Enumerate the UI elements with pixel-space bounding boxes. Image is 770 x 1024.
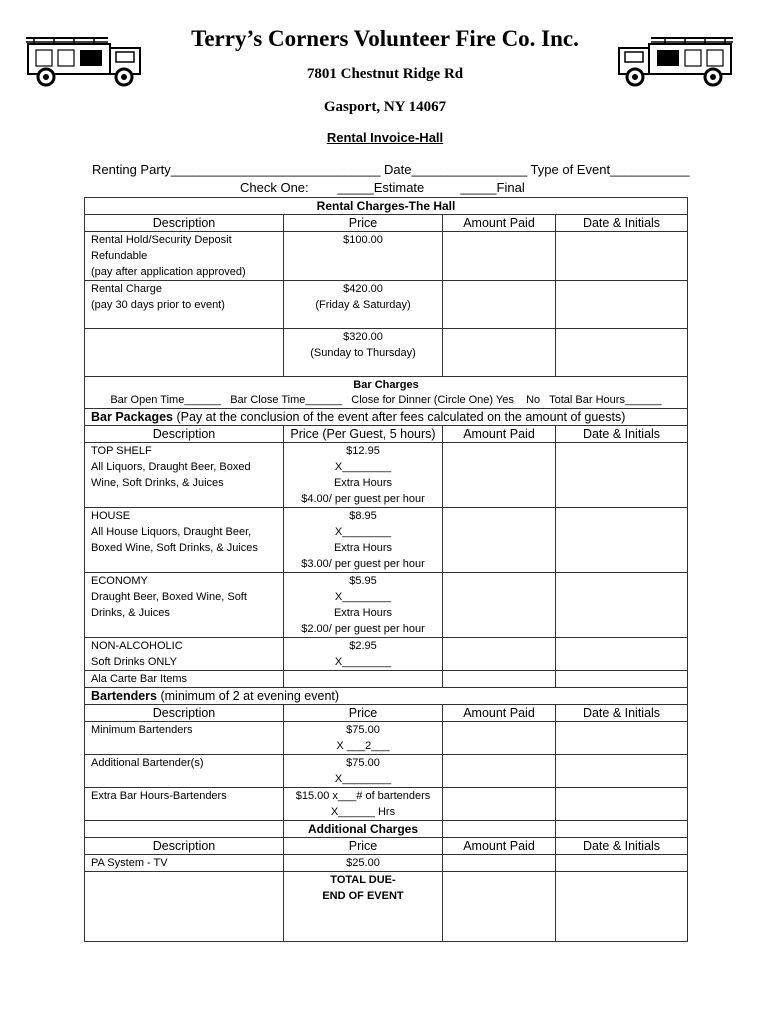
column-header: Price [284, 838, 443, 855]
column-header: Description [85, 426, 284, 443]
table-row [85, 573, 688, 638]
row-price: $8.95 X________ Extra Hours $3.00/ per guest per hour [284, 508, 443, 573]
date-initials-cell[interactable] [556, 638, 688, 671]
amount-paid-cell[interactable] [443, 671, 556, 688]
organization-name: Terry’s Corners Volunteer Fire Co. Inc. [191, 26, 579, 51]
date-initials-cell[interactable] [556, 329, 688, 377]
check-one-line[interactable]: Check One: _____Estimate _____Final [240, 180, 525, 195]
column-header: Price [284, 705, 443, 722]
bar-packages-note: (Pay at the conclusion of the event after fees calculated on the amount of guests) [173, 410, 626, 424]
bar-charges-line[interactable]: Bar Open Time______ Bar Close Time______ Close for Dinner (Circle One) Yes No Total Bar Hours______ [110, 394, 662, 406]
address-line-1: 7801 Chestnut Ridge Rd [306, 66, 464, 82]
row-price: $75.00 X ___2___ [284, 722, 443, 755]
row-description: PA System - TV [85, 855, 284, 872]
amount-paid-cell[interactable] [443, 755, 556, 788]
total-due-label: TOTAL DUE- END OF EVENT [284, 872, 443, 942]
blank-cell [85, 821, 284, 838]
row-description: Rental Hold/Security Deposit Refundable (pay after application approved) [85, 232, 284, 281]
date-initials-cell[interactable] [556, 573, 688, 638]
renting-party-line[interactable]: Renting Party_____________________________ Date________________ Type of Event___________ [92, 162, 690, 177]
row-description: Additional Bartender(s) [85, 755, 284, 788]
column-header: Price [284, 215, 443, 232]
additional-charges-title: Additional Charges [284, 821, 443, 838]
date-initials-cell[interactable] [556, 281, 688, 329]
date-initials-cell[interactable] [556, 443, 688, 508]
date-initials-cell[interactable] [556, 788, 688, 821]
bartenders-label: Bartenders [91, 689, 157, 703]
row-description: Ala Carte Bar Items [85, 671, 284, 688]
column-header: Price (Per Guest, 5 hours) [284, 426, 443, 443]
amount-paid-cell[interactable] [443, 788, 556, 821]
bartenders-note: (minimum of 2 at evening event) [157, 689, 340, 703]
column-header: Amount Paid [443, 426, 556, 443]
row-price: $420.00 (Friday & Saturday) [284, 281, 443, 329]
column-header: Description [85, 215, 284, 232]
table-row [85, 329, 688, 377]
column-header: Description [85, 705, 284, 722]
amount-paid-cell[interactable] [443, 872, 556, 942]
bar-charges-block [85, 377, 688, 409]
date-initials-cell[interactable] [556, 872, 688, 942]
table-row [85, 232, 688, 281]
row-description: TOP SHELF All Liquors, Draught Beer, Boxed Wine, Soft Drinks, & Juices [85, 443, 284, 508]
date-initials-cell[interactable] [556, 232, 688, 281]
row-description: Minimum Bartenders [85, 722, 284, 755]
amount-paid-cell[interactable] [443, 329, 556, 377]
table-row [85, 671, 688, 688]
date-initials-cell[interactable] [556, 855, 688, 872]
amount-paid-cell[interactable] [443, 573, 556, 638]
table-row [85, 508, 688, 573]
address-line-2: Gasport, NY 14067 [323, 99, 447, 115]
table-row [85, 281, 688, 329]
row-description: HOUSE All House Liquors, Draught Beer, Boxed Wine, Soft Drinks, & Juices [85, 508, 284, 573]
column-header: Date & Initials [556, 426, 688, 443]
column-header: Date & Initials [556, 838, 688, 855]
row-price: $25.00 [284, 855, 443, 872]
invoice-table [84, 197, 688, 942]
row-price: $2.95 X________ [284, 638, 443, 671]
date-initials-cell[interactable] [556, 671, 688, 688]
date-initials-cell[interactable] [556, 755, 688, 788]
amount-paid-cell[interactable] [443, 508, 556, 573]
table-row [85, 443, 688, 508]
table-row [85, 755, 688, 788]
amount-paid-cell[interactable] [443, 638, 556, 671]
column-header: Date & Initials [556, 215, 688, 232]
hall-section-title: Rental Charges-The Hall [85, 198, 688, 215]
row-price [284, 671, 443, 688]
row-price: $100.00 [284, 232, 443, 281]
blank-cell [556, 821, 688, 838]
row-price: $75.00 X________ [284, 755, 443, 788]
amount-paid-cell[interactable] [443, 722, 556, 755]
amount-paid-cell[interactable] [443, 443, 556, 508]
bar-charges-title: Bar Charges [353, 379, 419, 391]
amount-paid-cell[interactable] [443, 232, 556, 281]
document-title: Rental Invoice-Hall [326, 130, 444, 145]
column-header: Amount Paid [443, 838, 556, 855]
row-description: NON-ALCOHOLIC Soft Drinks ONLY [85, 638, 284, 671]
blank-cell [443, 821, 556, 838]
table-row [85, 855, 688, 872]
blank-cell [85, 872, 284, 942]
row-price: $15.00 x___# of bartenders X______ Hrs [284, 788, 443, 821]
table-row [85, 872, 688, 942]
column-header: Amount Paid [443, 215, 556, 232]
row-price: $5.95 X________ Extra Hours $2.00/ per guest per hour [284, 573, 443, 638]
bar-packages-label: Bar Packages [91, 410, 174, 424]
row-description: ECONOMY Draught Beer, Boxed Wine, Soft Drinks, & Juices [85, 573, 284, 638]
amount-paid-cell[interactable] [443, 281, 556, 329]
table-row [85, 722, 688, 755]
column-header: Description [85, 838, 284, 855]
bartenders-title [85, 688, 688, 705]
row-price: $12.95 X________ Extra Hours $4.00/ per guest per hour [284, 443, 443, 508]
column-header: Date & Initials [556, 705, 688, 722]
row-description: Rental Charge (pay 30 days prior to event) [85, 281, 284, 329]
table-row [85, 788, 688, 821]
amount-paid-cell[interactable] [443, 855, 556, 872]
table-row [85, 638, 688, 671]
row-price: $320.00 (Sunday to Thursday) [284, 329, 443, 377]
date-initials-cell[interactable] [556, 508, 688, 573]
date-initials-cell[interactable] [556, 722, 688, 755]
column-header: Amount Paid [443, 705, 556, 722]
row-description: Extra Bar Hours-Bartenders [85, 788, 284, 821]
row-description [85, 329, 284, 377]
bar-packages-title [85, 409, 688, 426]
